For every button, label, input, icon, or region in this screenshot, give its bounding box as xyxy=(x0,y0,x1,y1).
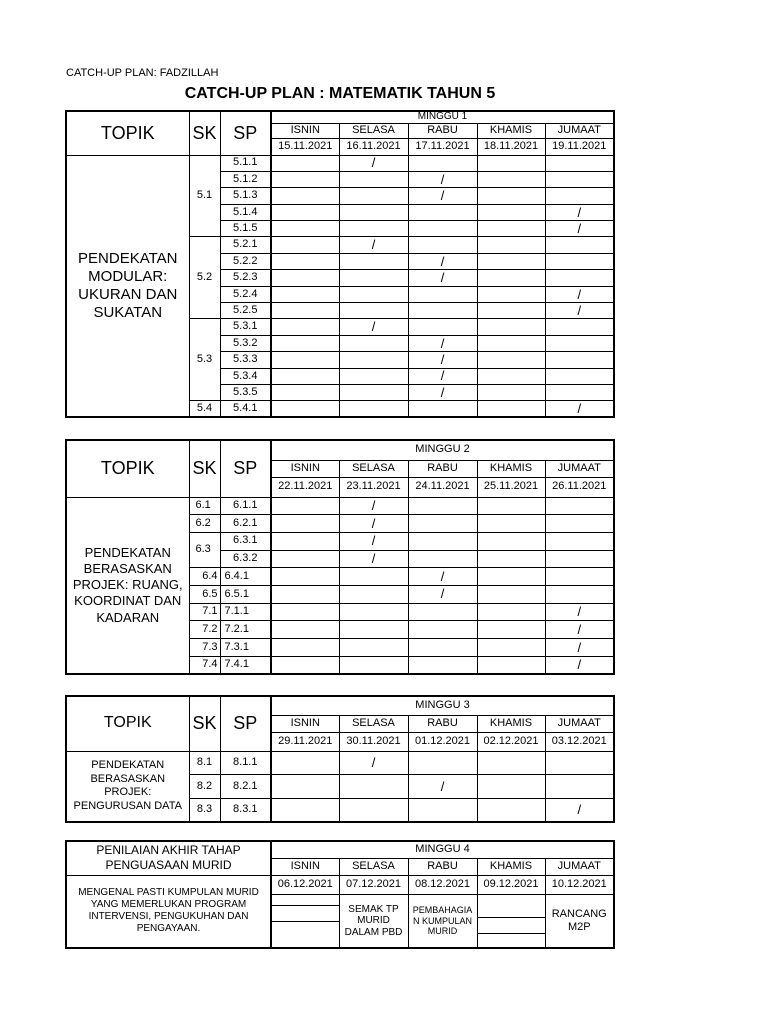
mark-cell xyxy=(477,532,545,550)
mark-cell xyxy=(271,237,339,253)
date-cell: 06.12.2021 xyxy=(271,875,339,894)
mark-cell xyxy=(545,751,614,775)
mark-cell xyxy=(271,621,339,639)
week-label: MINGGU 4 xyxy=(271,841,614,858)
mark-cell: / xyxy=(545,303,614,319)
sp-cell: 8.1.1 xyxy=(220,751,271,775)
mark-cell xyxy=(545,532,614,550)
mark-cell xyxy=(271,497,339,515)
mark-cell: / xyxy=(545,221,614,237)
day-header: JUMAAT xyxy=(545,715,614,732)
mark-cell xyxy=(271,656,339,674)
mark-cell: / xyxy=(339,550,408,568)
week-label: MINGGU 2 xyxy=(271,440,614,460)
mark-cell xyxy=(271,568,339,586)
mark-cell xyxy=(271,319,339,335)
day-header: SELASA xyxy=(339,123,408,138)
mark-cell: / xyxy=(545,656,614,674)
mark-cell xyxy=(339,798,408,822)
mark-cell xyxy=(408,286,477,302)
mark-cell xyxy=(339,188,408,204)
date-cell: 15.11.2021 xyxy=(271,138,339,155)
mark-cell xyxy=(545,319,614,335)
mark-cell xyxy=(271,303,339,319)
mark-cell xyxy=(477,188,545,204)
mark-cell xyxy=(339,286,408,302)
mark-cell xyxy=(271,585,339,603)
plan-owner-subtitle: CATCH-UP PLAN: FADZILLAH xyxy=(66,67,219,79)
mark-cell: / xyxy=(339,532,408,550)
mark-cell xyxy=(545,155,614,171)
date-cell: 22.11.2021 xyxy=(271,477,339,497)
mark-cell xyxy=(545,335,614,351)
mark-cell xyxy=(271,270,339,286)
page-title: CATCH-UP PLAN : MATEMATIK TAHUN 5 xyxy=(184,85,496,102)
day-header: RABU xyxy=(408,715,477,732)
day-header: KHAMIS xyxy=(477,715,545,732)
mark-cell xyxy=(545,585,614,603)
mark-cell xyxy=(408,497,477,515)
mark-cell xyxy=(477,221,545,237)
day-header: JUMAAT xyxy=(545,858,614,875)
mark-cell: / xyxy=(545,798,614,822)
sp-cell: 6.3.2 xyxy=(220,550,271,568)
sp-header: SP xyxy=(220,696,271,751)
sk-cell: 5.2 xyxy=(189,237,220,319)
sk-header: SK xyxy=(189,696,220,751)
mark-cell xyxy=(545,515,614,533)
mark-cell xyxy=(271,384,339,400)
sp-cell: 5.2.1 xyxy=(220,237,271,253)
sp-cell: 5.1.5 xyxy=(220,221,271,237)
mark-cell: / xyxy=(408,171,477,187)
mark-cell xyxy=(271,171,339,187)
date-cell: 07.12.2021 xyxy=(339,875,408,894)
mark-cell: / xyxy=(339,497,408,515)
sp-cell: 5.2.5 xyxy=(220,303,271,319)
mark-cell xyxy=(408,515,477,533)
mark-cell xyxy=(271,532,339,550)
mark-cell xyxy=(545,253,614,269)
mark-cell xyxy=(408,798,477,822)
mark-cell xyxy=(408,204,477,220)
mark-cell xyxy=(339,335,408,351)
date-cell: 29.11.2021 xyxy=(271,732,339,751)
mark-cell xyxy=(477,384,545,400)
sp-cell: 7.4.1 xyxy=(220,656,271,674)
sp-cell: 5.2.4 xyxy=(220,286,271,302)
mark-cell xyxy=(477,550,545,568)
mark-cell: / xyxy=(545,639,614,657)
mark-cell xyxy=(477,270,545,286)
sp-cell: 5.2.3 xyxy=(220,270,271,286)
day-header: ISNIN xyxy=(271,858,339,875)
mark-cell xyxy=(339,352,408,368)
mark-cell xyxy=(477,155,545,171)
day-header: ISNIN xyxy=(271,715,339,732)
date-cell: 30.11.2021 xyxy=(339,732,408,751)
mark-cell xyxy=(408,603,477,621)
mark-cell xyxy=(408,237,477,253)
mark-cell xyxy=(271,155,339,171)
date-cell: 23.11.2021 xyxy=(339,477,408,497)
mark-cell xyxy=(545,550,614,568)
sk-cell: 7.4 xyxy=(189,656,220,674)
sk-cell: 5.4 xyxy=(189,401,220,417)
mark-cell xyxy=(271,515,339,533)
day-header: RABU xyxy=(408,460,477,477)
mark-cell xyxy=(477,319,545,335)
mark-cell xyxy=(477,621,545,639)
sp-cell: 6.4.1 xyxy=(220,568,271,586)
mark-cell xyxy=(339,621,408,639)
day-header: KHAMIS xyxy=(477,858,545,875)
sk-header: SK xyxy=(189,111,220,155)
sk-cell: 7.2 xyxy=(189,621,220,639)
day-header: JUMAAT xyxy=(545,460,614,477)
sp-cell: 5.3.2 xyxy=(220,335,271,351)
sp-cell: 6.2.1 xyxy=(220,515,271,533)
mark-cell xyxy=(477,401,545,417)
day-header: JUMAAT xyxy=(545,123,614,138)
mark-cell xyxy=(477,335,545,351)
mark-cell xyxy=(339,270,408,286)
topik-header: TOPIK xyxy=(66,111,189,155)
week-label: MINGGU 1 xyxy=(271,111,614,123)
mark-cell xyxy=(477,798,545,822)
mark-cell xyxy=(339,401,408,417)
mark-cell: / xyxy=(545,286,614,302)
mark-cell: / xyxy=(408,352,477,368)
mark-cell xyxy=(271,335,339,351)
mark-cell xyxy=(408,155,477,171)
sp-cell: 6.1.1 xyxy=(220,497,271,515)
task-cell: RANCANG M2P xyxy=(545,894,614,948)
mark-cell xyxy=(339,639,408,657)
mark-cell xyxy=(477,751,545,775)
sk-cell: 7.3 xyxy=(189,639,220,657)
sp-cell: 5.3.3 xyxy=(220,352,271,368)
mark-cell xyxy=(477,775,545,799)
sp-cell: 7.2.1 xyxy=(220,621,271,639)
sk-cell: 6.1 xyxy=(189,497,220,515)
mark-cell xyxy=(271,352,339,368)
mark-cell xyxy=(477,515,545,533)
mark-cell: / xyxy=(545,204,614,220)
mark-cell: / xyxy=(408,270,477,286)
date-cell: 03.12.2021 xyxy=(545,732,614,751)
task-cell xyxy=(477,894,545,948)
sp-cell: 5.1.4 xyxy=(220,204,271,220)
mark-cell xyxy=(271,188,339,204)
sk-cell: 6.2 xyxy=(189,515,220,533)
date-cell: 18.11.2021 xyxy=(477,138,545,155)
sk-cell: 6.4 xyxy=(189,568,220,586)
date-cell: 25.11.2021 xyxy=(477,477,545,497)
task-cell: SEMAK TP MURID DALAM PBD xyxy=(339,894,408,948)
mark-cell xyxy=(477,568,545,586)
mark-cell xyxy=(271,221,339,237)
day-header: SELASA xyxy=(339,715,408,732)
date-cell: 02.12.2021 xyxy=(477,732,545,751)
mark-cell xyxy=(271,639,339,657)
task-cell: PEMBAHAGIA N KUMPULAN MURID xyxy=(408,894,477,948)
mark-cell: / xyxy=(339,515,408,533)
mark-cell xyxy=(271,603,339,621)
week4-table xyxy=(65,840,615,949)
mark-cell xyxy=(339,171,408,187)
mark-cell xyxy=(339,221,408,237)
mark-cell xyxy=(545,368,614,384)
sp-cell: 5.1.1 xyxy=(220,155,271,171)
mark-cell xyxy=(477,639,545,657)
mark-cell xyxy=(339,204,408,220)
sp-cell: 7.1.1 xyxy=(220,603,271,621)
mark-cell: / xyxy=(408,568,477,586)
day-header: RABU xyxy=(408,123,477,138)
week-label: MINGGU 3 xyxy=(271,696,614,715)
mark-cell: / xyxy=(408,384,477,400)
mark-cell xyxy=(339,656,408,674)
mark-cell xyxy=(271,550,339,568)
date-cell: 19.11.2021 xyxy=(545,138,614,155)
sp-cell: 6.5.1 xyxy=(220,585,271,603)
sp-cell: 6.3.1 xyxy=(220,532,271,550)
mark-cell xyxy=(477,171,545,187)
sk-cell: 5.3 xyxy=(189,319,220,401)
date-cell: 24.11.2021 xyxy=(408,477,477,497)
mark-cell: / xyxy=(408,253,477,269)
sp-cell: 7.3.1 xyxy=(220,639,271,657)
mark-cell xyxy=(477,656,545,674)
sp-cell: 5.3.4 xyxy=(220,368,271,384)
assessment-description: MENGENAL PASTI KUMPULAN MURID YANG MEMERLUKAN PROGRAM INTERVENSI, PENGUKUHAN DAN PENGAYAAN. xyxy=(66,875,271,948)
mark-cell xyxy=(477,237,545,253)
mark-cell xyxy=(545,352,614,368)
sp-cell: 5.1.2 xyxy=(220,171,271,187)
date-cell: 10.12.2021 xyxy=(545,875,614,894)
mark-cell xyxy=(339,303,408,319)
mark-cell: / xyxy=(339,319,408,335)
sk-cell: 8.1 xyxy=(189,751,220,775)
sp-cell: 5.3.1 xyxy=(220,319,271,335)
week3-table xyxy=(65,695,615,823)
mark-cell xyxy=(545,775,614,799)
sp-cell: 8.3.1 xyxy=(220,798,271,822)
mark-cell xyxy=(477,253,545,269)
mark-cell: / xyxy=(408,775,477,799)
mark-cell xyxy=(408,303,477,319)
task-cell xyxy=(271,894,339,948)
mark-cell xyxy=(271,751,339,775)
date-cell: 26.11.2021 xyxy=(545,477,614,497)
sk-cell: 5.1 xyxy=(189,155,220,237)
sk-header: SK xyxy=(189,440,220,497)
date-cell: 17.11.2021 xyxy=(408,138,477,155)
mark-cell xyxy=(339,384,408,400)
mark-cell: / xyxy=(339,751,408,775)
sp-cell: 5.3.5 xyxy=(220,384,271,400)
week1-table xyxy=(65,110,615,418)
topik-header: TOPIK xyxy=(66,696,189,751)
sp-cell: 5.1.3 xyxy=(220,188,271,204)
mark-cell: / xyxy=(339,237,408,253)
sk-cell: 8.2 xyxy=(189,775,220,799)
day-header: KHAMIS xyxy=(477,460,545,477)
mark-cell xyxy=(339,603,408,621)
mark-cell: / xyxy=(545,603,614,621)
sk-cell: 6.5 xyxy=(189,585,220,603)
date-cell: 16.11.2021 xyxy=(339,138,408,155)
mark-cell: / xyxy=(408,368,477,384)
sp-header: SP xyxy=(220,440,271,497)
mark-cell xyxy=(477,352,545,368)
day-header: SELASA xyxy=(339,858,408,875)
assessment-header: PENILAIAN AKHIR TAHAP PENGUASAAN MURID xyxy=(66,841,271,875)
mark-cell xyxy=(545,188,614,204)
mark-cell xyxy=(545,171,614,187)
mark-cell xyxy=(477,368,545,384)
sp-cell: 8.2.1 xyxy=(220,775,271,799)
date-cell: 09.12.2021 xyxy=(477,875,545,894)
mark-cell xyxy=(477,204,545,220)
date-cell: 01.12.2021 xyxy=(408,732,477,751)
mark-cell: / xyxy=(545,401,614,417)
mark-cell xyxy=(339,253,408,269)
mark-cell xyxy=(545,384,614,400)
mark-cell xyxy=(408,319,477,335)
mark-cell xyxy=(408,751,477,775)
day-header: ISNIN xyxy=(271,123,339,138)
mark-cell xyxy=(477,603,545,621)
topic-cell: PENDEKATAN MODULAR: UKURAN DAN SUKATAN xyxy=(66,155,189,417)
sp-header: SP xyxy=(220,111,271,155)
day-header: RABU xyxy=(408,858,477,875)
mark-cell xyxy=(408,621,477,639)
sk-cell: 7.1 xyxy=(189,603,220,621)
mark-cell xyxy=(271,368,339,384)
mark-cell xyxy=(477,585,545,603)
date-cell: 08.12.2021 xyxy=(408,875,477,894)
mark-cell: / xyxy=(545,621,614,639)
sp-cell: 5.2.2 xyxy=(220,253,271,269)
topic-cell: PENDEKATAN BERASASKAN PROJEK: PENGURUSAN DATA xyxy=(66,751,189,822)
topik-header: TOPIK xyxy=(66,440,189,497)
mark-cell: / xyxy=(408,335,477,351)
mark-cell xyxy=(545,237,614,253)
mark-cell: / xyxy=(408,585,477,603)
mark-cell xyxy=(545,568,614,586)
mark-cell xyxy=(408,550,477,568)
day-header: KHAMIS xyxy=(477,123,545,138)
sk-cell: 6.3 xyxy=(189,532,220,567)
mark-cell xyxy=(339,585,408,603)
mark-cell xyxy=(477,497,545,515)
mark-cell xyxy=(408,221,477,237)
mark-cell xyxy=(271,253,339,269)
day-header: ISNIN xyxy=(271,460,339,477)
mark-cell xyxy=(477,286,545,302)
mark-cell xyxy=(271,775,339,799)
mark-cell xyxy=(477,303,545,319)
day-header: SELASA xyxy=(339,460,408,477)
mark-cell xyxy=(339,568,408,586)
mark-cell xyxy=(271,204,339,220)
mark-cell xyxy=(408,656,477,674)
mark-cell xyxy=(545,270,614,286)
mark-cell: / xyxy=(408,188,477,204)
mark-cell xyxy=(339,775,408,799)
mark-cell: / xyxy=(339,155,408,171)
mark-cell xyxy=(408,401,477,417)
mark-cell xyxy=(408,639,477,657)
topic-cell: PENDEKATAN BERASASKAN PROJEK: RUANG, KOORDINAT DAN KADARAN xyxy=(66,497,189,674)
sp-cell: 5.4.1 xyxy=(220,401,271,417)
mark-cell xyxy=(271,798,339,822)
mark-cell xyxy=(545,497,614,515)
mark-cell xyxy=(408,532,477,550)
mark-cell xyxy=(271,286,339,302)
week2-table xyxy=(65,439,615,675)
mark-cell xyxy=(271,401,339,417)
sk-cell: 8.3 xyxy=(189,798,220,822)
mark-cell xyxy=(339,368,408,384)
